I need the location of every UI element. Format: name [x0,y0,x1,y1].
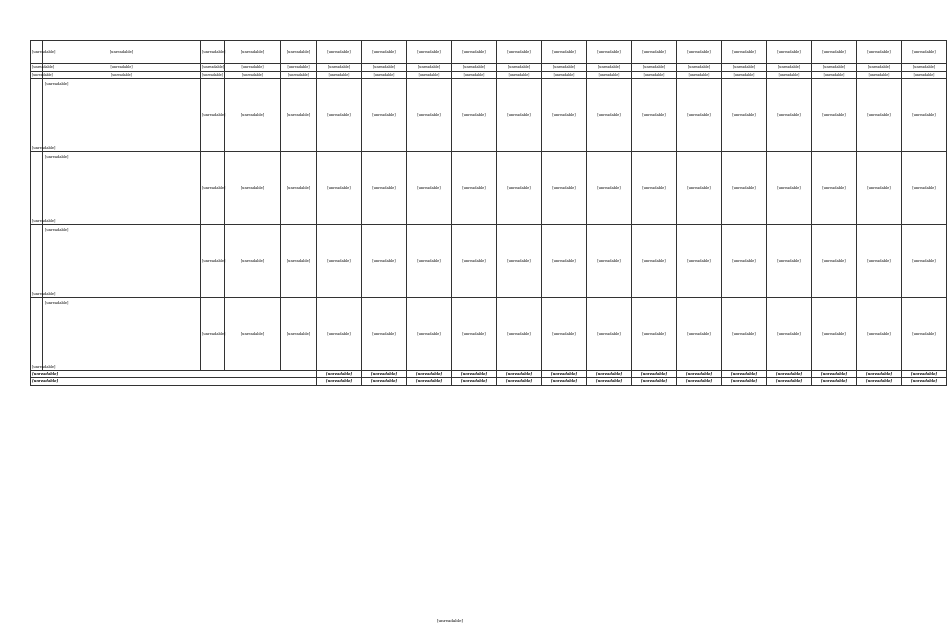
table-cell: [unreadable] [43,225,201,298]
table-cell: [unreadable] [902,79,947,152]
table-cell: [unreadable] [497,371,542,378]
table-cell: [unreadable] [587,225,632,298]
table-cell: [unreadable] [201,298,225,371]
table-body [31,41,947,386]
table-cell: [unreadable] [281,41,317,64]
table-row [31,72,947,79]
table-cell: [unreadable] [632,41,677,64]
table-cell: [unreadable] [677,225,722,298]
table-cell: [unreadable] [722,79,767,152]
table-cell: [unreadable] [201,64,225,72]
table-cell: [unreadable] [902,371,947,378]
table-cell: [unreadable] [812,152,857,225]
table-cell: [unreadable] [812,378,857,385]
table-cell: [unreadable] [542,298,587,371]
table-cell: [unreadable] [225,72,281,79]
table-cell: [unreadable] [902,41,947,64]
table-cell: [unreadable] [677,298,722,371]
table-cell: [unreadable] [542,371,587,378]
table-cell: [unreadable] [767,64,812,72]
table-cell: [unreadable] [722,378,767,385]
table-cell: [unreadable] [43,152,201,225]
table-cell: [unreadable] [677,79,722,152]
table-cell: [unreadable] [31,64,43,72]
table-cell: [unreadable] [31,378,317,385]
table-cell: [unreadable] [632,378,677,385]
table-cell: [unreadable] [281,64,317,72]
table-cell: [unreadable] [857,298,902,371]
table-cell: [unreadable] [587,378,632,385]
table-cell: [unreadable] [857,79,902,152]
table-cell: [unreadable] [677,152,722,225]
table-cell: [unreadable] [542,378,587,385]
table-cell: [unreadable] [542,64,587,72]
table-cell: [unreadable] [362,72,407,79]
table-cell: [unreadable] [902,225,947,298]
table-cell: [unreadable] [452,64,497,72]
table-cell: [unreadable] [452,371,497,378]
table-cell: [unreadable] [587,64,632,72]
table-cell: [unreadable] [812,371,857,378]
table-cell: [unreadable] [587,152,632,225]
table-cell: [unreadable] [452,378,497,385]
table-cell: [unreadable] [407,79,452,152]
table-cell: [unreadable] [407,64,452,72]
table-cell: [unreadable] [452,298,497,371]
table-cell: [unreadable] [812,225,857,298]
table-cell: [unreadable] [767,225,812,298]
table-cell: [unreadable] [202,73,223,77]
table-cell: [unreadable] [722,152,767,225]
table-cell: [unreadable] [812,298,857,371]
table-cell: [unreadable] [542,72,587,79]
table-cell: [unreadable] [201,225,225,298]
table-cell: [unreadable] [407,41,452,64]
table-cell: [unreadable] [31,371,317,378]
table-cell: [unreadable] [542,41,587,64]
table-cell: [unreadable] [43,64,201,72]
table-cell: [unreadable] [722,225,767,298]
table-cell: [unreadable] [812,79,857,152]
table-cell: [unreadable] [43,79,201,152]
table-cell: [unreadable] [902,152,947,225]
table-cell: [unreadable] [362,298,407,371]
table-row [31,64,947,72]
table-cell: [unreadable] [857,41,902,64]
table-cell: [unreadable] [677,41,722,64]
table-cell: [unreadable] [317,378,362,385]
table-row [31,298,947,371]
table-cell: [unreadable] [722,41,767,64]
table-cell: [unreadable] [407,378,452,385]
table-cell: [unreadable] [767,298,812,371]
table-cell: [unreadable] [317,64,362,72]
table-cell: [unreadable] [587,79,632,152]
table-cell: [unreadable] [31,298,43,371]
page-number: [unreadable] [436,618,464,623]
table-row [31,152,947,225]
table-row [31,378,947,385]
table-cell: [unreadable] [317,298,362,371]
table-cell: [unreadable] [812,72,857,79]
table-cell: [unreadable] [407,152,452,225]
table-cell: [unreadable] [632,79,677,152]
table-cell: [unreadable] [407,72,452,79]
table-cell: [unreadable] [362,378,407,385]
table-cell: [unreadable] [497,79,542,152]
table-cell: [unreadable] [722,371,767,378]
table-cell: [unreadable] [317,152,362,225]
table-cell: [unreadable] [542,152,587,225]
table-cell: [unreadable] [31,79,43,152]
table-cell: [unreadable] [722,64,767,72]
table-row [31,225,947,298]
table-cell: [unreadable] [542,79,587,152]
table-cell: [unreadable] [362,371,407,378]
table-cell: [unreadable] [362,41,407,64]
table-cell: [unreadable] [281,225,317,298]
table-cell: [unreadable] [587,371,632,378]
table-cell: [unreadable] [362,79,407,152]
table-cell: [unreadable] [362,152,407,225]
table-cell: [unreadable] [857,72,902,79]
table-cell: [unreadable] [497,225,542,298]
table-cell: [unreadable] [407,371,452,378]
table-cell: [unreadable] [317,72,362,79]
table-cell: [unreadable] [722,72,767,79]
table-cell: [unreadable] [632,298,677,371]
table-cell: [unreadable] [225,152,281,225]
table-cell: [unreadable] [767,371,812,378]
table-cell: [unreadable] [317,225,362,298]
table-cell: [unreadable] [201,41,225,64]
table-cell: [unreadable] [362,64,407,72]
table-cell: [unreadable] [362,225,407,298]
table-cell: [unreadable] [497,152,542,225]
table-cell: [unreadable] [632,152,677,225]
table-cell: [unreadable] [632,72,677,79]
table-cell: [unreadable] [767,152,812,225]
table-cell: [unreadable] [587,41,632,64]
table-cell: [unreadable] [452,152,497,225]
table-cell: [unreadable] [452,72,497,79]
table-cell: [unreadable] [677,371,722,378]
table-cell: [unreadable] [767,79,812,152]
table-cell: [unreadable] [542,225,587,298]
table-cell: [unreadable] [857,371,902,378]
table-cell: [unreadable] [452,79,497,152]
table-cell: [unreadable] [281,298,317,371]
table-cell: [unreadable] [201,79,225,152]
table-cell: [unreadable] [31,225,43,298]
table-cell: [unreadable] [902,64,947,72]
table-cell: [unreadable] [857,152,902,225]
table-cell: [unreadable] [902,298,947,371]
table-cell: [unreadable] [225,41,281,64]
budget-table [30,40,947,386]
table-cell: [unreadable] [857,378,902,385]
table-cell: [unreadable] [767,72,812,79]
table-cell: [unreadable] [452,41,497,64]
table-cell: [unreadable] [857,64,902,72]
table-row [31,41,947,64]
table-cell: [unreadable] [812,64,857,72]
table-cell: [unreadable] [225,225,281,298]
table-cell: [unreadable] [497,298,542,371]
table-cell: [unreadable] [812,41,857,64]
table-row [31,371,947,378]
table-cell: [unreadable] [31,41,43,64]
table-cell: [unreadable] [281,79,317,152]
table-cell: [unreadable] [677,64,722,72]
table-cell: [unreadable] [31,152,43,225]
table-cell: [unreadable] [201,152,225,225]
table-cell: [unreadable] [902,378,947,385]
table-cell: [unreadable] [225,79,281,152]
table-cell: [unreadable] [587,298,632,371]
table-cell: [unreadable] [43,72,201,79]
table-cell: [unreadable] [632,371,677,378]
table-cell: [unreadable] [497,41,542,64]
table-cell: [unreadable] [407,225,452,298]
table-cell: [unreadable] [407,298,452,371]
table-cell: [unreadable] [225,298,281,371]
table-cell: [unreadable] [317,41,362,64]
table-cell: [unreadable] [497,64,542,72]
table-cell: [unreadable] [632,64,677,72]
table-cell: [unreadable] [317,79,362,152]
table-row [31,79,947,152]
table-cell: [unreadable] [43,298,201,371]
table-cell: [unreadable] [281,72,317,79]
table-cell: [unreadable] [43,41,201,64]
table-cell: [unreadable] [281,152,317,225]
table-cell: [unreadable] [452,225,497,298]
table-cell: [unreadable] [225,64,281,72]
table-cell: [unreadable] [497,72,542,79]
table-cell: [unreadable] [677,378,722,385]
table-cell: [unreadable] [32,73,53,77]
table-cell: [unreadable] [677,72,722,79]
table-cell: [unreadable] [857,225,902,298]
table-cell: [unreadable] [767,378,812,385]
table-cell: [unreadable] [587,72,632,79]
table-cell: [unreadable] [722,298,767,371]
table-cell: [unreadable] [317,371,362,378]
table-cell: [unreadable] [632,225,677,298]
table-cell: [unreadable] [902,72,947,79]
table-cell: [unreadable] [497,378,542,385]
table-cell: [unreadable] [767,41,812,64]
